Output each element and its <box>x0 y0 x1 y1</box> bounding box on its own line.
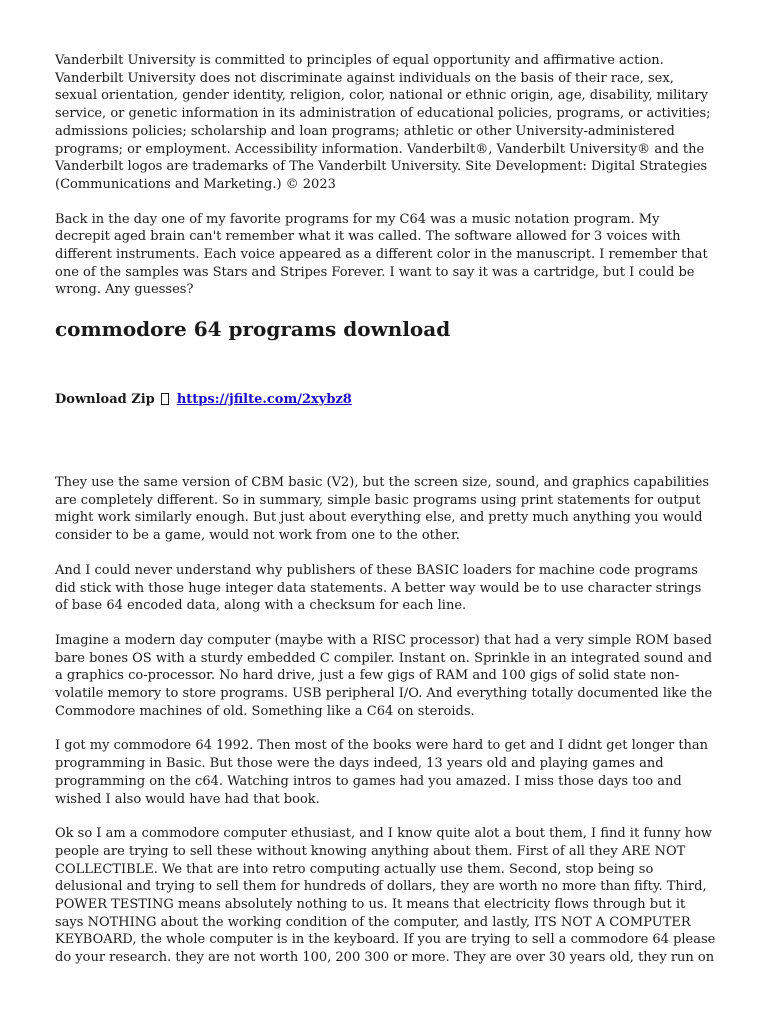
article-body <box>55 474 717 967</box>
page-title: commodore 64 programs download <box>55 317 451 341</box>
download-line <box>55 391 352 408</box>
cbm-basic-paragraph: They use the same version of CBM basic (V2), but the screen size, sound, and graphics capabilities are completely different. So in summary, simple basic programs using print statements for output might work similarly enough. But just about everything else, and pretty much anything you would consider to be a game, would not work from one to the other. <box>55 475 710 544</box>
download-label: Download Zip <box>55 392 155 407</box>
download-link[interactable]: https://jfilte.com/2xybz8 <box>176 392 352 407</box>
basic-loaders-paragraph: And I could never understand why publishers of these BASIC loaders for machine code programs did stick with those huge integer data statements. A better way would be to use character strings of base 64 encoded data, along with a checksum for each line. <box>55 562 702 614</box>
nondiscrimination-paragraph: Vanderbilt University is committed to principles of equal opportunity and affirmative action. Vanderbilt University does not discriminate against individuals on the basis of their race, sex, sexual orientation, gender identity, religion, color, national or ethnic origin, age, disability, military service, or genetic information in its administration of educational policies, programs, or activities; admissions policies; scholarship and loan programs; athletic or other University-administered programs; or employment. Accessibility information. Vanderbilt®, Vanderbilt University® and the Vanderbilt logos are trademarks of The Vanderbilt University. Site Development: Digital Strategies (Communications and Marketing.) © 2023 <box>55 53 711 192</box>
music-program-paragraph: Back in the day one of my favorite programs for my C64 was a music notation program. My decrepit aged brain can't remember what it was called. The software allowed for 3 voices with different instruments. Each voice appeared as a different color in the manuscript. I remember that one of the samples was Stars and Stripes Forever. I want to say it was a cartridge, but I could be wrong. Any guesses? <box>55 211 708 298</box>
document-page <box>55 52 717 966</box>
personal-story-paragraph: I got my commodore 64 1992. Then most of the books were hard to get and I didnt get longer than programming in Basic. But those were the days indeed, 13 years old and playing games and programming on the c64. Watching intros to games had you amazed. I miss those days too and wished I also would have had that book. <box>55 738 709 807</box>
enthusiast-paragraph: Ok so I am a commodore computer ethusiast, and I know quite alot a bout them, I find it funny how people are trying to sell these without knowing anything about them. First of all they ARE NOT COLLECTIBLE. We that are into retro computing actually use them. Second, stop being so delusional and trying to sell them for hundreds of dollars, they are worth no more than fifty. Third, POWER TESTING means absolutely nothing to us. It means that electricity flows through but it says NOTHING about the working condition of the computer, and lastly, ITS NOT A COMPUTER KEYBOARD, the whole computer is in the keyboard. If you are trying to sell a commodore 64 please do your research. they are not worth 100, 200 300 or more. They are over 30 years old, they run on <box>55 826 716 966</box>
modern-computer-paragraph: Imagine a modern day computer (maybe with a RISC processor) that had a very simple ROM based bare bones OS with a sturdy embedded C compiler. Instant on. Sprinkle in an integrated sound and a graphics co-processor. No hard drive, just a few gigs of RAM and 100 gigs of solid state non-volatile memory to store programs. USB peripheral I/O. And everything totally documented like the Commodore machines of old. Something like a C64 on steroids. <box>55 632 713 719</box>
box-icon <box>161 393 169 405</box>
